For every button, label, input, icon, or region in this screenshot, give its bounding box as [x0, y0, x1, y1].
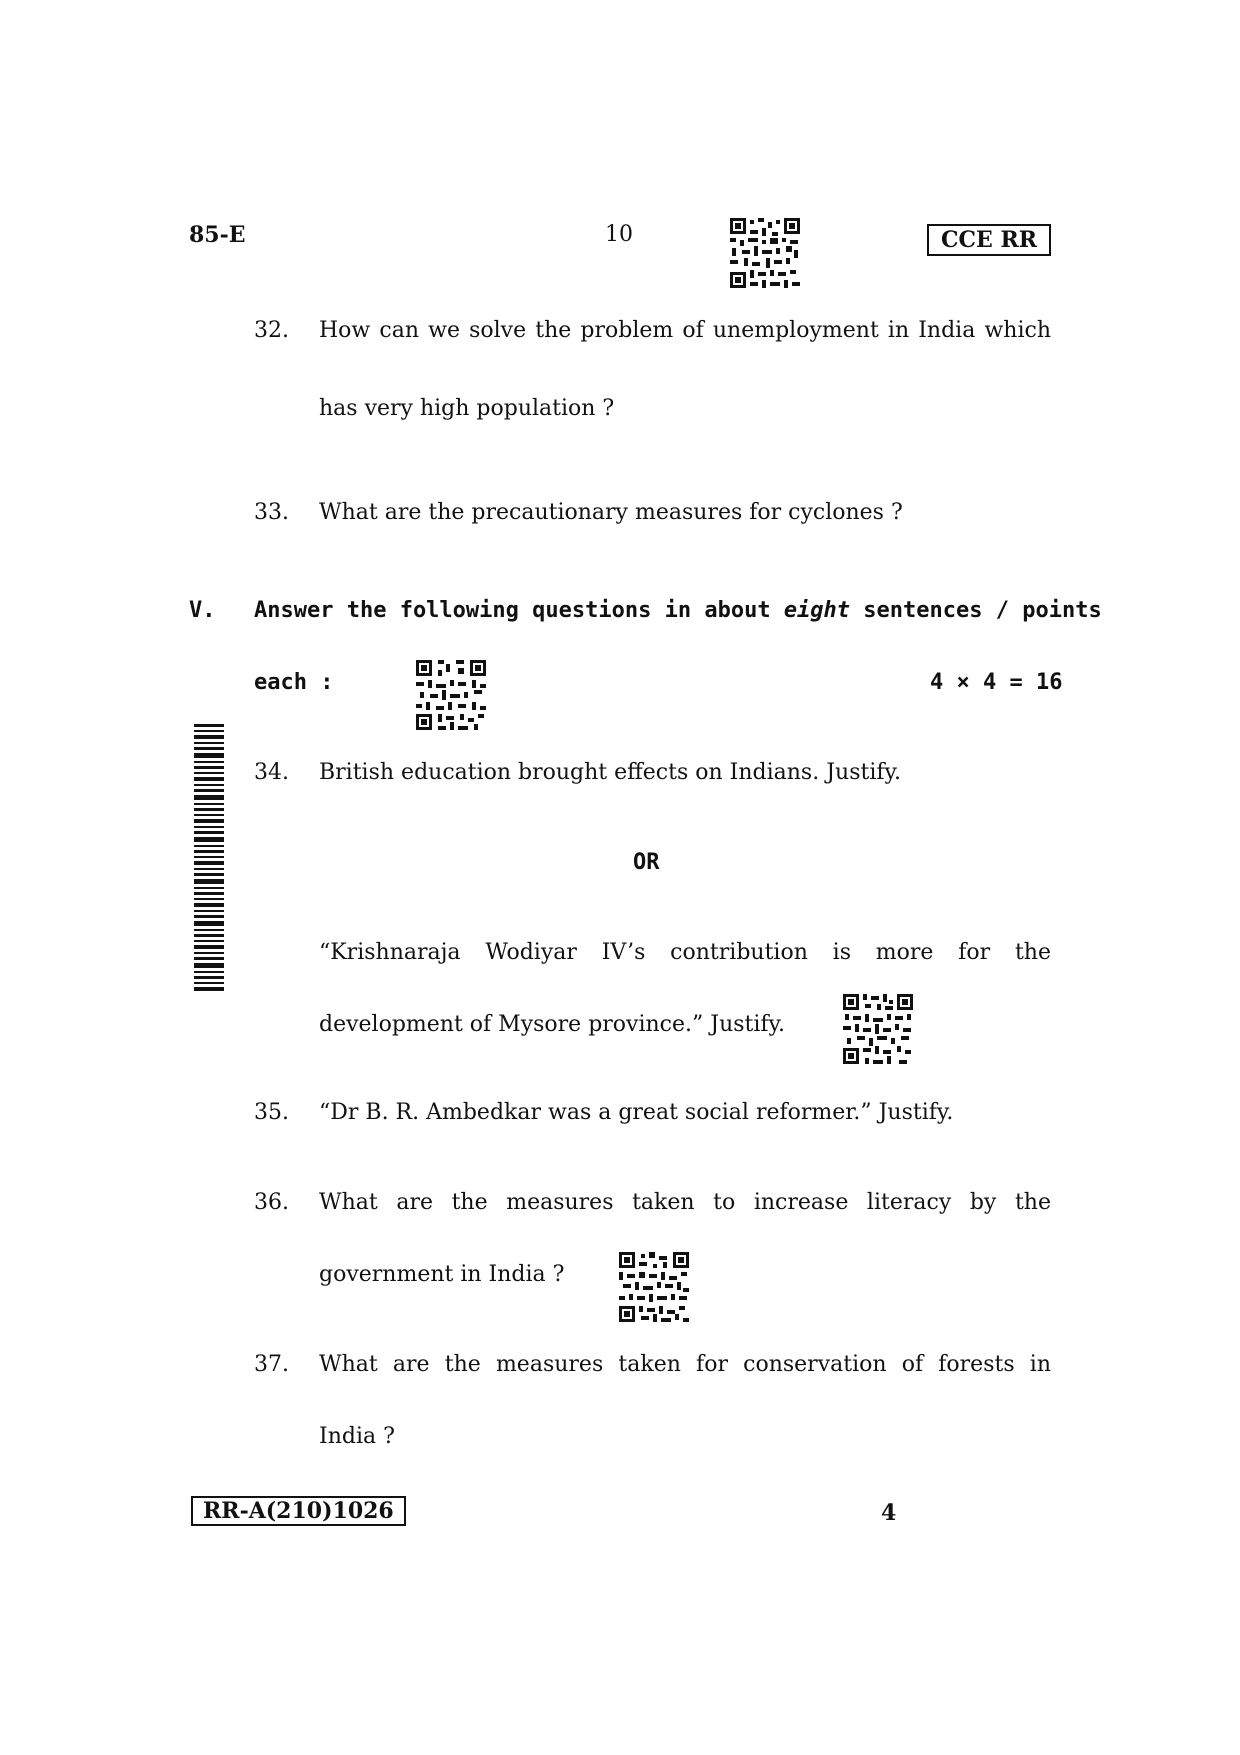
- section-marks: 4 × 4 = 16: [930, 670, 1063, 695]
- question-number: 33.: [254, 500, 289, 525]
- question-number: 35.: [254, 1100, 289, 1125]
- qr-code-icon: [730, 218, 800, 288]
- qr-code-icon: [619, 1252, 689, 1322]
- question-text: What are the measures taken to increase literacy by the: [319, 1190, 1051, 1215]
- question-text: “Dr B. R. Ambedkar was a great social reformer.” Justify.: [319, 1100, 954, 1125]
- question-number: 37.: [254, 1352, 289, 1377]
- question-number: 32.: [254, 318, 289, 343]
- sheet-number: 4: [881, 1500, 897, 1526]
- question-text-cont: government in India ?: [319, 1262, 565, 1287]
- question-text: British education brought effects on Indians. Justify.: [319, 760, 902, 785]
- question-text-alt: “Krishnaraja Wodiyar IV’s contribution is more for the: [319, 940, 1051, 965]
- page-number: 10: [605, 222, 633, 247]
- question-text-cont: has very high population ?: [319, 396, 615, 421]
- series-badge: CCE RR: [927, 224, 1051, 256]
- section-instruction: [254, 598, 1102, 623]
- instruction-post: sentences / points: [850, 598, 1102, 623]
- instruction-emphasis: eight: [783, 598, 851, 623]
- instruction-pre: Answer the following questions in about: [254, 598, 784, 623]
- question-text: What are the measures taken for conservation of forests in: [319, 1352, 1051, 1377]
- question-text-alt-cont: development of Mysore province.” Justify.: [319, 1012, 786, 1037]
- footer-code-box: RR-A(210)1026: [191, 1496, 406, 1526]
- barcode-icon: [194, 724, 224, 996]
- or-separator: OR: [633, 850, 660, 875]
- qr-code-icon: [416, 660, 486, 730]
- qr-code-icon: [843, 994, 913, 1064]
- question-text-cont: India ?: [319, 1424, 395, 1449]
- question-number: 36.: [254, 1190, 289, 1215]
- section-roman: V.: [189, 598, 216, 623]
- question-text: What are the precautionary measures for cyclones ?: [319, 500, 903, 525]
- paper-code: 85-E: [189, 222, 246, 248]
- question-text: How can we solve the problem of unemployment in India which: [319, 318, 1051, 343]
- question-number: 34.: [254, 760, 289, 785]
- section-instruction-cont: each :: [254, 670, 334, 695]
